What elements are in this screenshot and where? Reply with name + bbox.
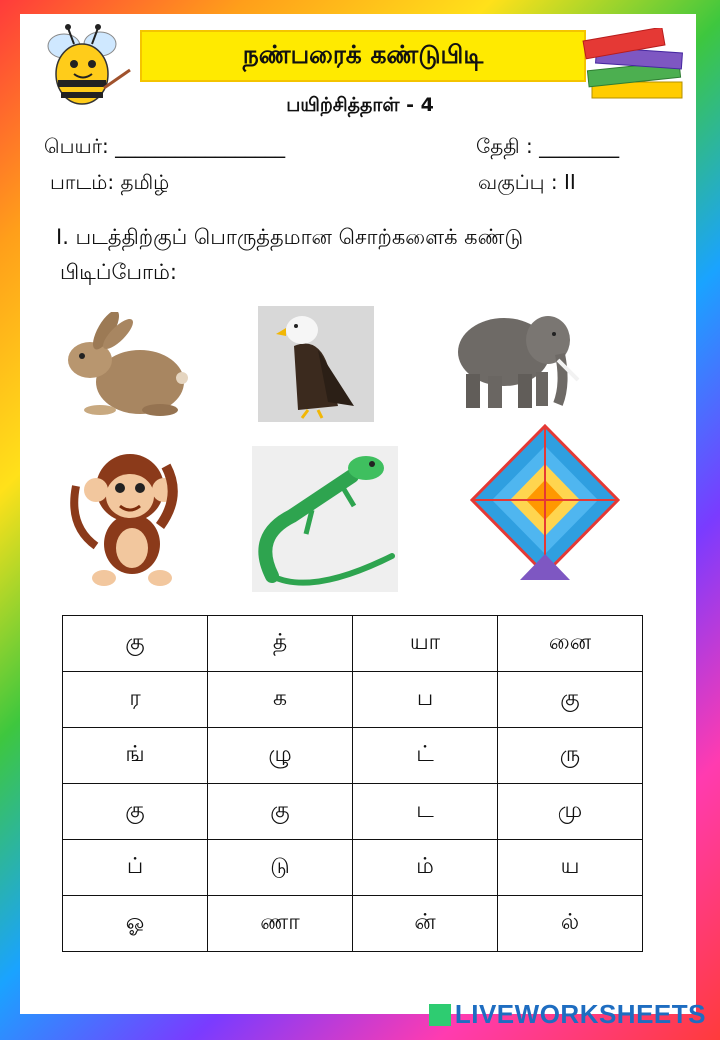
grid-row [63, 784, 643, 840]
worksheet-number: பயிற்சித்தாள் - 4 [286, 94, 434, 116]
date-field: தேதி : ________ [476, 134, 620, 158]
instruction-line2: பிடிப்போம்: [60, 260, 177, 284]
grid-cell[interactable]: கு [498, 672, 643, 728]
grid-cell[interactable]: ன் [353, 896, 498, 952]
name-field: பெயர்: _________________ [44, 134, 286, 158]
grid-row [63, 728, 643, 784]
class-field: வகுப்பு : II [478, 170, 576, 194]
grid-cell[interactable]: ரு [498, 728, 643, 784]
grid-cell[interactable]: கு [63, 616, 208, 672]
grid-cell[interactable]: ஓ [63, 896, 208, 952]
grid-cell[interactable]: ழு [208, 728, 353, 784]
subject-field: பாடம்: தமிழ் [50, 170, 170, 194]
grid-cell[interactable]: ட் [353, 728, 498, 784]
grid-row [63, 672, 643, 728]
kite-picture [470, 424, 620, 580]
page-title: நண்பரைக் கண்டுபிடி [140, 30, 586, 82]
grid-cell[interactable]: கு [208, 784, 353, 840]
grid-cell[interactable]: னை [498, 616, 643, 672]
grid-cell[interactable]: ம் [353, 840, 498, 896]
grid-row [63, 896, 643, 952]
letter-grid [62, 615, 643, 952]
brand-text: LIVEWORKSHEETS [454, 999, 706, 1029]
grid-cell[interactable]: ட [353, 784, 498, 840]
liveworksheets-logo-icon [429, 1004, 451, 1026]
grid-cell[interactable]: மு [498, 784, 643, 840]
elephant-picture [448, 304, 582, 414]
grid-cell[interactable]: க [208, 672, 353, 728]
grid-cell[interactable]: ல் [498, 896, 643, 952]
grid-row [63, 616, 643, 672]
grid-cell[interactable]: ர [63, 672, 208, 728]
rabbit-picture [60, 312, 190, 422]
liveworksheets-brand [429, 999, 706, 1030]
grid-cell[interactable]: யா [353, 616, 498, 672]
grid-cell[interactable]: டு [208, 840, 353, 896]
grid-cell[interactable]: த் [208, 616, 353, 672]
grid-cell[interactable]: ணா [208, 896, 353, 952]
grid-cell[interactable]: கு [63, 784, 208, 840]
grid-cell[interactable]: ப [353, 672, 498, 728]
eagle-picture [258, 306, 374, 422]
lizard-picture [252, 446, 398, 592]
grid-cell[interactable]: ங் [63, 728, 208, 784]
grid-cell[interactable]: ய [498, 840, 643, 896]
grid-cell[interactable]: ப் [63, 840, 208, 896]
instruction-line1: I. படத்திற்குப் பொருத்தமான சொற்களைக் கண்டு [56, 225, 524, 249]
grid-row [63, 840, 643, 896]
monkey-picture [66, 436, 192, 592]
